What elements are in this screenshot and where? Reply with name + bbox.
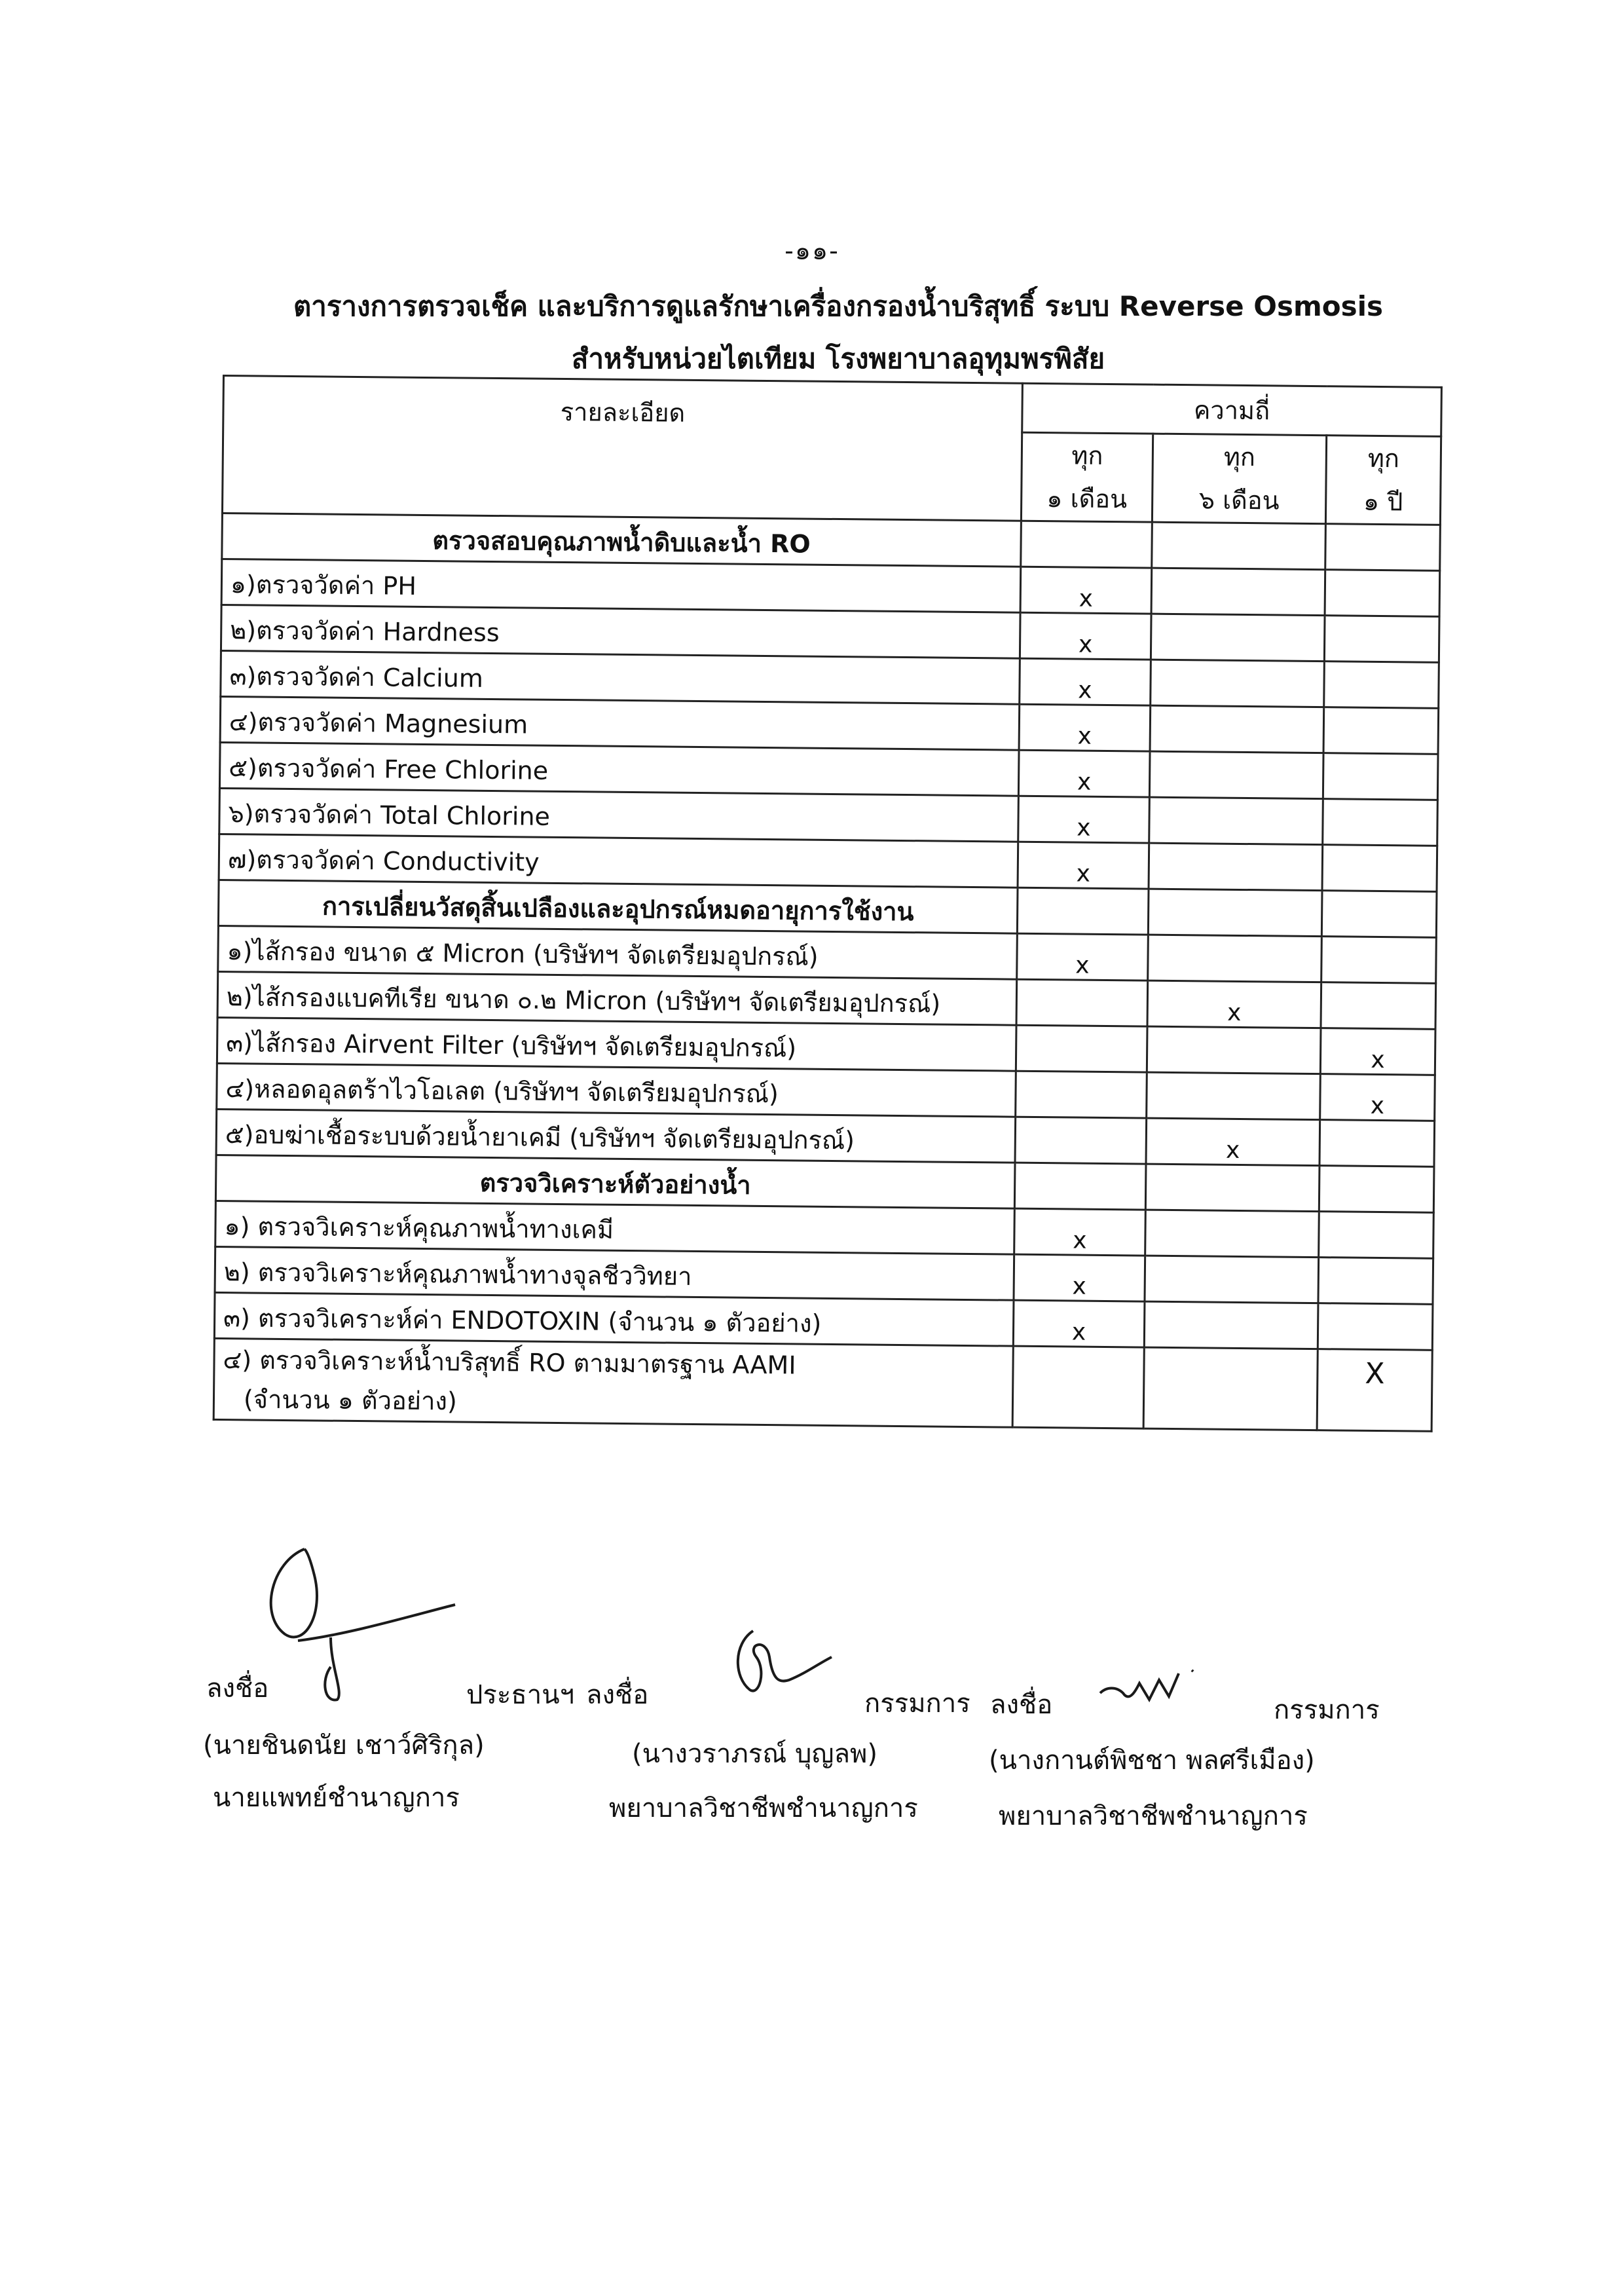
check-mark: x <box>1078 631 1093 658</box>
signature-3-name: (นางกานต์พิชชา พลศรีเมือง) <box>989 1745 1315 1776</box>
signature-3-role: กรรมการ <box>1274 1695 1380 1725</box>
header-frequency: ความถี่ <box>1022 383 1442 436</box>
check-mark: x <box>1073 1227 1087 1254</box>
check-mark: x <box>1076 860 1091 887</box>
check-mark: x <box>1071 1318 1086 1346</box>
maintenance-frequency-table <box>213 375 1443 1432</box>
item-label: ๕)ตรวจวัดค่า Free Chlorine <box>219 742 1019 796</box>
header-every-1-month: ทุก ๑ เดือน <box>1021 432 1153 522</box>
item-label: ๖)ตรวจวัดค่า Total Chlorine <box>219 788 1019 842</box>
signature-2-role: กรรมการ <box>864 1689 970 1719</box>
item-label: ๑) ตรวจวิเคราะห์คุณภาพน้ำทางเคมี <box>215 1201 1015 1254</box>
item-label: ๔) ตรวจวิเคราะห์น้ำบริสุทธิ์ RO ตามมาตรฐาน AAMI (จำนวน ๑ ตัวอย่าง) <box>213 1338 1013 1427</box>
check-mark: x <box>1075 952 1090 979</box>
signature-1-prefix: ลงชื่อ <box>206 1673 269 1704</box>
document-subtitle: สำหรับหน่วยไตเทียม โรงพยาบาลอุทุมพรพิสัย <box>571 343 1105 375</box>
header-detail: รายละเอียด <box>222 376 1022 521</box>
signature-2-image <box>707 1618 838 1716</box>
signature-1-role: ประธานฯ <box>466 1680 575 1710</box>
signature-2-prefix: ลงชื่อ <box>586 1680 649 1710</box>
check-mark: x <box>1079 585 1094 612</box>
check-mark: x <box>1370 1092 1385 1120</box>
section-title: ตรวจวิเคราะห์ตัวอย่างน้ำ <box>215 1155 1015 1208</box>
signature-3-position: พยาบาลวิชาชีพชำนาญการ <box>999 1801 1308 1831</box>
item-label: ๔)ตรวจวัดค่า Magnesium <box>220 696 1020 750</box>
item-label: ๕)อบฆ่าเชื้อระบบด้วยน้ำยาเคมี (บริษัทฯ จัดเตรียมอุปกรณ์) <box>216 1109 1016 1163</box>
check-mark: x <box>1078 677 1092 704</box>
item-label: ๒)ตรวจวัดค่า Hardness <box>221 605 1020 658</box>
check-mark: x <box>1077 814 1091 842</box>
page-number: -๑๑- <box>784 236 840 265</box>
item-label: ๒) ตรวจวิเคราะห์คุณภาพน้ำทางจุลชีววิทยา <box>215 1246 1014 1300</box>
signature-1-position: นายแพทย์ชำนาญการ <box>213 1783 460 1813</box>
item-label: ๑)ไส้กรอง ขนาด ๕ Micron (บริษัทฯ จัดเตรียมอุปกรณ์) <box>218 925 1018 979</box>
check-mark: x <box>1227 999 1242 1026</box>
check-mark: x <box>1077 768 1092 796</box>
check-mark: x <box>1225 1136 1240 1164</box>
check-mark: x <box>1077 722 1092 750</box>
signature-1-name: (นายชินดนัย เชาว์ศิริกุล) <box>203 1730 485 1761</box>
check-mark: x <box>1371 1046 1385 1074</box>
signature-2-position: พยาบาลวิชาชีพชำนาญการ <box>609 1793 918 1823</box>
section-title: การเปลี่ยนวัสดุสิ้นเปลืองและอุปกรณ์หมดอายุการใช้งาน <box>218 880 1018 933</box>
item-label: ๓)ตรวจวัดค่า Calcium <box>221 650 1020 704</box>
item-label: ๓)ไส้กรอง Airvent Filter (บริษัทฯ จัดเตรียมอุปกรณ์) <box>217 1017 1016 1071</box>
item-label: ๒)ไส้กรองแบคทีเรีย ขนาด ๐.๒ Micron (บริษัทฯ จัดเตรียมอุปกรณ์) <box>217 971 1017 1025</box>
document-title: ตารางการตรวจเช็ค และบริการดูแลรักษาเครื่องกรองน้ำบริสุทธิ์ ระบบ Reverse Osmosis <box>293 290 1384 322</box>
table-row <box>213 1338 1432 1431</box>
signature-1-image <box>259 1536 468 1706</box>
item-label: ๔)หลอดอุลตร้าไวโอเลต (บริษัทฯ จัดเตรียมอุปกรณ์) <box>217 1063 1016 1117</box>
check-mark: X <box>1365 1356 1385 1391</box>
signature-3-prefix: ลงชื่อ <box>990 1690 1053 1720</box>
item-label: ๑)ตรวจวัดค่า PH <box>221 559 1021 613</box>
header-every-6-months: ทุก ๖ เดือน <box>1152 434 1326 524</box>
item-label: ๓) ตรวจวิเคราะห์ค่า ENDOTOXIN (จำนวน ๑ ตัวอย่าง) <box>214 1292 1014 1346</box>
signature-3-image <box>1094 1664 1211 1716</box>
item-label: ๗)ตรวจวัดค่า Conductivity <box>219 834 1018 887</box>
header-every-1-year: ทุก ๑ ปี <box>1325 436 1441 525</box>
section-title: ตรวจสอบคุณภาพน้ำดิบและน้ำ RO <box>222 513 1022 567</box>
signature-2-name: (นางวราภรณ์ บุญลพ) <box>632 1739 877 1769</box>
check-mark: x <box>1072 1273 1087 1300</box>
